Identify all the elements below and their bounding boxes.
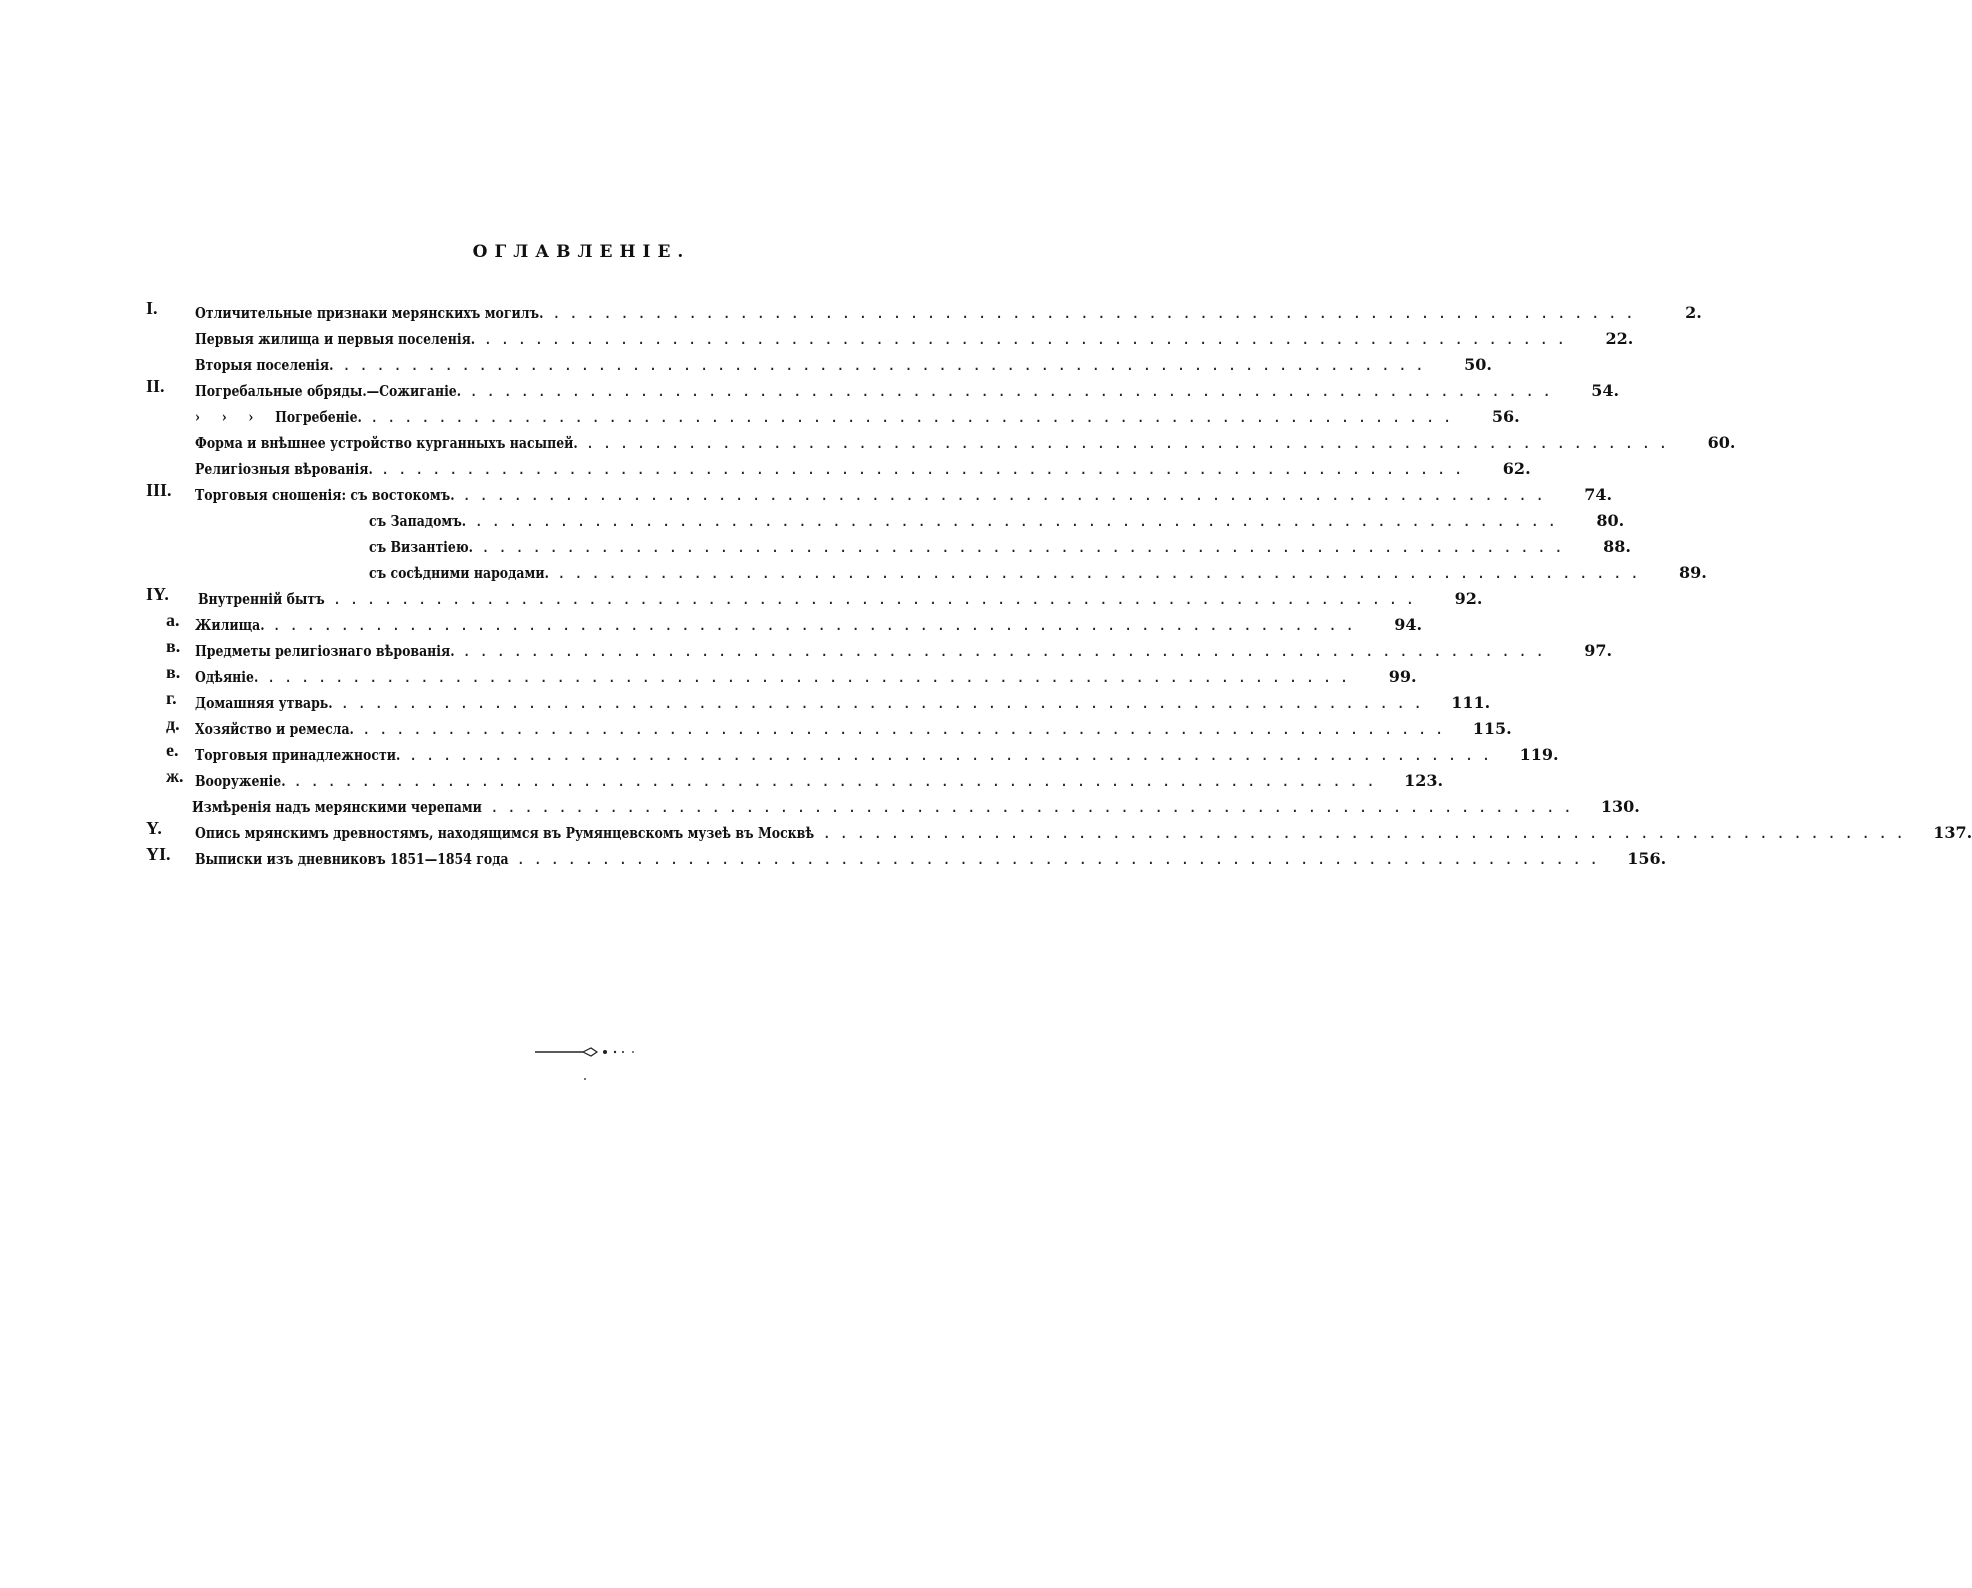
section-number: г. xyxy=(166,688,177,708)
toc-row xyxy=(0,532,1631,558)
dot-leader: ................................................................ xyxy=(272,616,1363,634)
page-number: 130. xyxy=(1600,797,1640,816)
page-number: 60. xyxy=(1707,433,1736,452)
entry-title: Религіозныя вѣрованія. xyxy=(195,461,373,478)
dot-leader: ................................................................ xyxy=(408,746,1499,764)
page-number: 99. xyxy=(1388,667,1417,686)
entry-title: Опись мрянскимъ древностямъ, находящимся въ Румянцевскомъ музеѣ въ Москвѣ xyxy=(195,825,815,842)
entry-title: Хозяйство и ремесла. xyxy=(195,721,354,738)
dot-leader: ................................................................ xyxy=(480,538,1571,556)
section-number: IY. xyxy=(146,584,169,604)
page-number: 80. xyxy=(1596,511,1625,530)
section-number: а. xyxy=(166,610,180,630)
toc-row xyxy=(0,454,1531,480)
dot-leader: ................................................................ xyxy=(293,772,1384,790)
page-number: 2. xyxy=(1685,303,1702,322)
toc-row xyxy=(0,818,1972,844)
toc-row xyxy=(0,558,1707,584)
page-number: 50. xyxy=(1464,355,1492,374)
toc-row xyxy=(0,844,1667,870)
dot-leader: ................................................................ xyxy=(341,356,1432,374)
ornament-divider xyxy=(535,1047,645,1087)
page-number: 115. xyxy=(1472,719,1512,738)
entry-title: Внутренній бытъ xyxy=(198,591,325,608)
page-number: 22. xyxy=(1605,329,1634,348)
entry-title: Одѣяніе. xyxy=(195,669,259,686)
toc-row xyxy=(0,636,1613,662)
toc-row xyxy=(0,376,1620,402)
page-number: 56. xyxy=(1491,407,1520,426)
dot-leader: ................................................................ xyxy=(462,642,1553,660)
entry-title: Торговыя принадлежности. xyxy=(195,747,401,764)
toc-row xyxy=(0,740,1559,766)
toc-row xyxy=(0,714,1512,740)
dot-leader: ................................................................ xyxy=(266,668,1357,686)
section-number: II. xyxy=(146,376,165,396)
toc-row xyxy=(0,610,1423,636)
dot-leader: ................................................................ xyxy=(469,382,1560,400)
page-number: 88. xyxy=(1603,537,1631,556)
section-number: III. xyxy=(146,480,172,500)
section-number: YI. xyxy=(146,844,171,864)
page-number: 62. xyxy=(1502,459,1531,478)
page-number: 123. xyxy=(1404,771,1444,790)
entry-title: Вторыя поселенія. xyxy=(195,357,334,374)
entry-title: Измѣренія надъ мерянскими черепами xyxy=(192,799,482,816)
section-number: ж. xyxy=(166,766,184,786)
page-number: 111. xyxy=(1451,693,1491,712)
section-number: Y. xyxy=(146,818,162,838)
dot-leader: ................................................................ xyxy=(332,590,1423,608)
dot-leader: ................................................................ xyxy=(551,304,1642,322)
page-number: 54. xyxy=(1591,381,1620,400)
toc-row xyxy=(0,402,1520,428)
section-number: в. xyxy=(166,662,181,682)
dot-leader: ................................................................ xyxy=(369,408,1460,426)
entry-title: › › › Погребеніе. xyxy=(195,409,362,426)
page-number: 119. xyxy=(1519,745,1559,764)
entry-title: съ Западомъ. xyxy=(369,513,467,530)
toc-row xyxy=(0,428,1736,454)
dot-leader: ................................................................ xyxy=(474,512,1565,530)
section-number: е. xyxy=(166,740,179,760)
dot-leader: ................................................................ xyxy=(822,824,1913,842)
toc-row xyxy=(0,480,1613,506)
dot-leader: ................................................................ xyxy=(380,460,1471,478)
dot-leader: ................................................................ xyxy=(340,694,1431,712)
dot-leader: ................................................................ xyxy=(483,330,1574,348)
toc-row xyxy=(0,766,1444,792)
toc-row xyxy=(0,688,1491,714)
section-number: в. xyxy=(166,636,181,656)
page-number: 92. xyxy=(1454,589,1483,608)
dot-leader: ................................................................ xyxy=(361,720,1452,738)
dot-leader: ................................................................ xyxy=(462,486,1553,504)
page-number: 94. xyxy=(1394,615,1423,634)
entry-title: Жилища. xyxy=(195,617,265,634)
page-number: 137. xyxy=(1933,823,1972,842)
page-number: 156. xyxy=(1627,849,1667,868)
entry-title: Отличительные признаки мерянскихъ могилъ. xyxy=(195,305,544,322)
page-number: 74. xyxy=(1584,485,1613,504)
dot-leader: ................................................................ xyxy=(489,798,1580,816)
entry-title: Предметы религіознаго вѣрованія. xyxy=(195,643,455,660)
dot-leader: ................................................................ xyxy=(516,850,1607,868)
entry-title: Домашняя утварь. xyxy=(195,695,333,712)
dot-leader: ................................................................ xyxy=(556,564,1647,582)
page-number: 97. xyxy=(1584,641,1613,660)
toc-row xyxy=(0,298,1702,324)
toc-row xyxy=(0,506,1625,532)
page-number: 89. xyxy=(1679,563,1707,582)
dot-leader: ................................................................ xyxy=(585,434,1676,452)
toc-row xyxy=(0,324,1634,350)
toc-row xyxy=(0,792,1640,818)
entry-title: Форма и внѣшнее устройство курганныхъ насыпей. xyxy=(195,435,578,452)
entry-title: Вооруженіе. xyxy=(195,773,286,790)
entry-title: Торговыя сношенія: съ востокомъ. xyxy=(195,487,455,504)
entry-title: съ сосѣдними народами. xyxy=(369,565,549,582)
toc-row xyxy=(0,584,1483,610)
section-number: д. xyxy=(166,714,180,734)
page-title: ОГЛАВЛЕНІЕ. xyxy=(472,242,691,262)
toc-row xyxy=(0,350,1492,376)
section-number: I. xyxy=(146,298,158,318)
entry-title: съ Византіею. xyxy=(369,539,473,556)
toc-row xyxy=(0,662,1417,688)
entry-title: Погребальные обряды.—Сожиганіе. xyxy=(195,383,462,400)
entry-title: Выписки изъ дневниковъ 1851—1854 года xyxy=(195,851,509,868)
entry-title: Первыя жилища и первыя поселенія. xyxy=(195,331,476,348)
